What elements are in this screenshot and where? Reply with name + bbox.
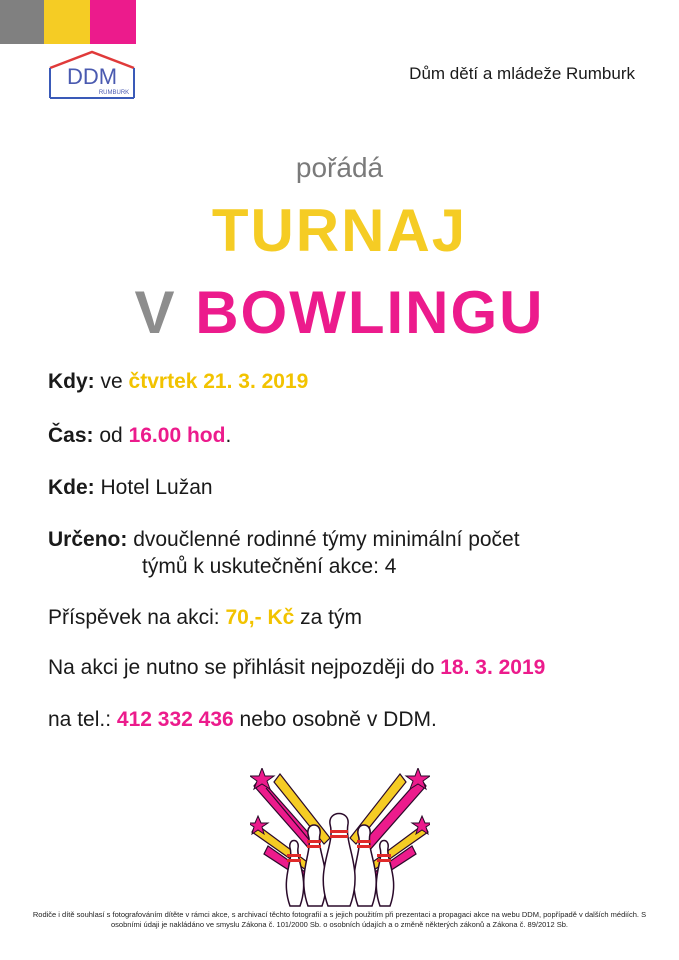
detail-telefon: na tel.: 412 332 436 nebo osobně v DDM. xyxy=(48,708,437,731)
detail-cas: Čas: od 16.00 hod. xyxy=(48,424,232,447)
title-line-1: TURNAJ xyxy=(211,197,468,264)
organization-name: Dům dětí a mládeže Rumburk xyxy=(409,64,635,83)
footer-note: Rodiče i dítě souhlasí s fotografováním dítěte v rámci akce, s archivací těchto fotografií a s jejich použitím při prezentaci a propagaci akce na webu DDM, popřípadě v dalších médiích. S osobními údaji je nakládáno ve smyslu Zákona č. 101/2000 Sb. o osobních údajích a o změně některých zákonů a Zákona č. 89/2012 Sb. xyxy=(32,910,647,929)
detail-prihlasit: Na akci je nutno se přihlásit nejpozději do 18. 3. 2019 xyxy=(48,656,546,679)
detail-kde: Kde: Hotel Lužan xyxy=(48,476,213,499)
color-block-grey xyxy=(0,0,44,44)
bowling-pins-stars-icon xyxy=(250,768,430,908)
title-line-2 xyxy=(0,278,679,347)
svg-text:DDM: DDM xyxy=(66,64,118,89)
color-block-pink xyxy=(90,0,136,44)
title-prefix: V xyxy=(134,279,177,346)
color-block-yellow xyxy=(44,0,90,44)
detail-prispevek: Příspěvek na akci: 70,- Kč za tým xyxy=(48,606,362,629)
detail-urceno-line2: týmů k uskutečnění akce: 4 xyxy=(142,555,397,578)
title-main: BOWLINGU xyxy=(195,279,545,346)
detail-urceno: Určeno: dvoučlenné rodinné týmy minimální počet xyxy=(48,528,520,551)
detail-kdy: Kdy: ve čtvrtek 21. 3. 2019 xyxy=(48,370,309,393)
svg-text:RUMBURK: RUMBURK xyxy=(98,90,130,96)
intro-text: pořádá xyxy=(295,152,384,183)
ddm-logo-icon xyxy=(44,48,140,100)
